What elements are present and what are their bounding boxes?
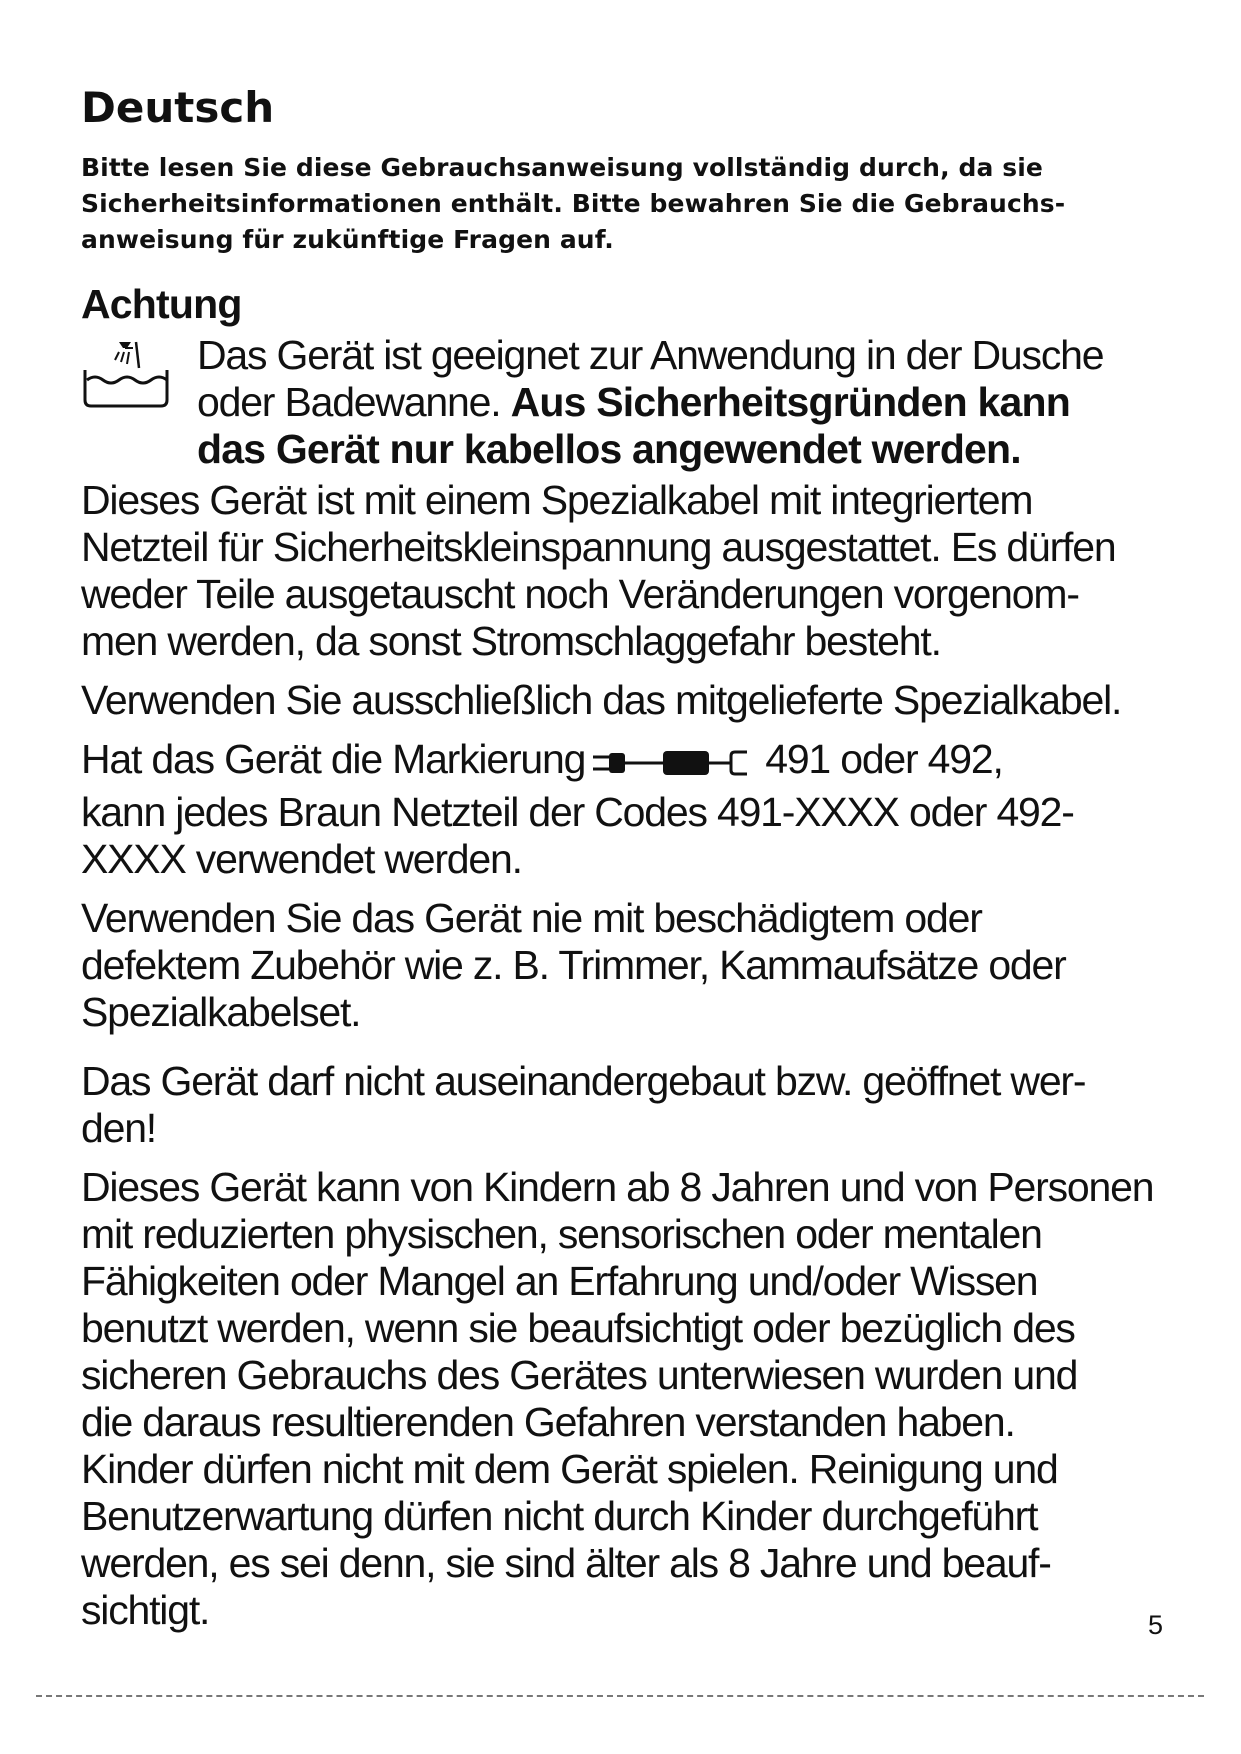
paragraph-special-cable <box>81 477 1181 665</box>
intro-line: Bitte lesen Sie diese Gebrauchsanweisung vollständig durch, da sie <box>81 153 1043 182</box>
marking-text-after: 491 oder 492, <box>765 736 1003 782</box>
paragraph-children <box>81 1164 1181 1634</box>
text-line: defektem Zubehör wie z. B. Trimmer, Kammaufsätze oder <box>81 942 1066 988</box>
bath-line-bold: Aus Sicherheitsgründen kann <box>510 379 1070 425</box>
text-line <box>81 736 1181 789</box>
text-line: Fähigkeiten oder Mangel an Erfahrung und/oder Wissen <box>81 1258 1038 1304</box>
intro-line: Sicherheitsinformationen enthält. Bitte bewahren Sie die Gebrauchs- <box>81 189 1066 218</box>
text-line: weder Teile ausgetauscht noch Veränderungen vorgenom- <box>81 571 1079 617</box>
paragraph-use-supplied-cable <box>81 677 1181 724</box>
bath-notice-text <box>197 332 1181 473</box>
text-line: Verwenden Sie ausschließlich das mitgelieferte Spezialkabel. <box>81 677 1122 723</box>
bath-line-regular: oder Badewanne. <box>197 379 511 425</box>
text-line: den! <box>81 1105 156 1151</box>
page-divider <box>36 1695 1204 1697</box>
text-line: kann jedes Braun Netzteil der Codes 491-XXXX oder 492- <box>81 789 1074 835</box>
text-line: men werden, da sonst Stromschlaggefahr besteht. <box>81 618 941 664</box>
language-heading: Deutsch <box>81 83 275 132</box>
text-line: sichtigt. <box>81 1587 210 1633</box>
text-line: XXXX verwendet werden. <box>81 836 522 882</box>
intro-line: anweisung für zukünftige Fragen auf. <box>81 225 614 254</box>
bath-notice <box>81 332 1181 473</box>
text-line: Spezialkabelset. <box>81 989 361 1035</box>
intro-paragraph <box>81 150 1181 258</box>
marking-text-before: Hat das Gerät die Markierung <box>81 736 586 782</box>
page-number: 5 <box>1148 1610 1164 1640</box>
text-line: die daraus resultierenden Gefahren verstanden haben. <box>81 1399 1015 1445</box>
text-line: Dieses Gerät ist mit einem Spezialkabel mit integriertem <box>81 477 1033 523</box>
text-line: Das Gerät darf nicht auseinandergebaut bzw. geöffnet wer- <box>81 1058 1086 1104</box>
bath-line: Das Gerät ist geeignet zur Anwendung in der Dusche <box>197 332 1104 378</box>
bath-line <box>197 379 1181 426</box>
text-line: Kinder dürfen nicht mit dem Gerät spielen. Reinigung und <box>81 1446 1058 1492</box>
paragraph-marking <box>81 736 1181 883</box>
text-line: Benutzerwartung dürfen nicht durch Kinder durchgeführt <box>81 1493 1038 1539</box>
paragraph-damaged-accessories <box>81 895 1181 1036</box>
warning-heading: Achtung <box>81 281 242 327</box>
bath-shower-icon <box>81 332 197 415</box>
text-line: Verwenden Sie das Gerät nie mit beschädigtem oder <box>81 895 982 941</box>
bath-line-bold: das Gerät nur kabellos angewendet werden. <box>197 426 1021 472</box>
text-line: sicheren Gebrauchs des Gerätes unterwiesen wurden und <box>81 1352 1078 1398</box>
paragraph-do-not-open <box>81 1058 1181 1152</box>
text-line: Dieses Gerät kann von Kindern ab 8 Jahren und von Personen <box>81 1164 1154 1210</box>
text-line: benutzt werden, wenn sie beaufsichtigt oder bezüglich des <box>81 1305 1075 1351</box>
text-line: Netzteil für Sicherheitskleinspannung ausgestattet. Es dürfen <box>81 524 1116 570</box>
document-page <box>81 80 1181 1646</box>
text-line: werden, es sei denn, sie sind älter als 8 Jahre und beauf- <box>81 1540 1051 1586</box>
text-line: mit reduzierten physischen, sensorischen oder mentalen <box>81 1211 1042 1257</box>
power-supply-plug-icon <box>591 742 763 789</box>
